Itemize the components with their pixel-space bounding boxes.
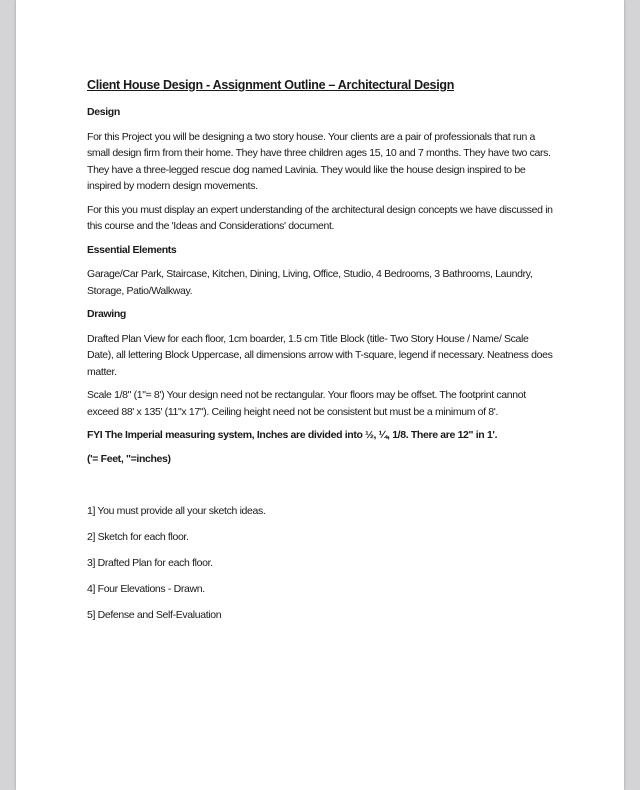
drawing-paragraph-2: Scale 1/8" (1"= 8') Your design need not be rectangular. Your floors may be offset. The footprint cannot exceed 88' x 135' (11"x 17"). Ceiling height need not be consistent but must be a minimum of 8'. <box>87 389 526 418</box>
design-paragraph-1: For this Project you will be designing a two story house. Your clients are a pair of professionals that run a small design firm from their home. They have three children ages 15, 10 and 7 months. They have two cars. They have a three-legged rescue dog named Lavinia. They would like the house design inspired to be inspired by modern design movements. <box>87 130 551 192</box>
spacer <box>87 474 553 503</box>
fyi-note: FYI The Imperial measuring system, Inches are divided into ½, ¼, 1/8. There are 12" in 1'. <box>87 429 498 441</box>
document-page <box>16 0 624 790</box>
document-title: Client House Design - Assignment Outline – Architectural Design <box>87 78 455 92</box>
design-heading: Design <box>87 106 120 118</box>
list-item: 1] You must provide all your sketch ideas. <box>87 505 266 517</box>
units-note: ('= Feet, "=inches) <box>87 452 171 465</box>
list-item: 4] Four Elevations - Drawn. <box>87 583 205 595</box>
list-item: 5] Defense and Self-Evaluation <box>87 609 222 621</box>
document-body <box>87 76 553 633</box>
essential-elements-heading: Essential Elements <box>87 243 177 256</box>
drawing-heading: Drawing <box>87 308 126 320</box>
list-item: 2] Sketch for each floor. <box>87 531 189 543</box>
essential-elements-text: Garage/Car Park, Staircase, Kitchen, Dining, Living, Office, Studio, 4 Bedrooms, 3 Bathrooms, Laundry, Storage, Patio/Walkway. <box>87 268 533 297</box>
drawing-paragraph-1: Drafted Plan View for each floor, 1cm boarder, 1.5 cm Title Block (title- Two Story House / Name/ Scale Date), all lettering Block Uppercase, all dimensions arrow with T-square, legend if necessary. Neatness does matter. <box>87 332 553 378</box>
list-item: 3] Drafted Plan for each floor. <box>87 557 213 569</box>
design-paragraph-2: For this you must display an expert understanding of the architectural design concepts we have discussed in this course and the 'Ideas and Considerations' document. <box>87 203 553 232</box>
deliverables-list <box>87 503 553 624</box>
